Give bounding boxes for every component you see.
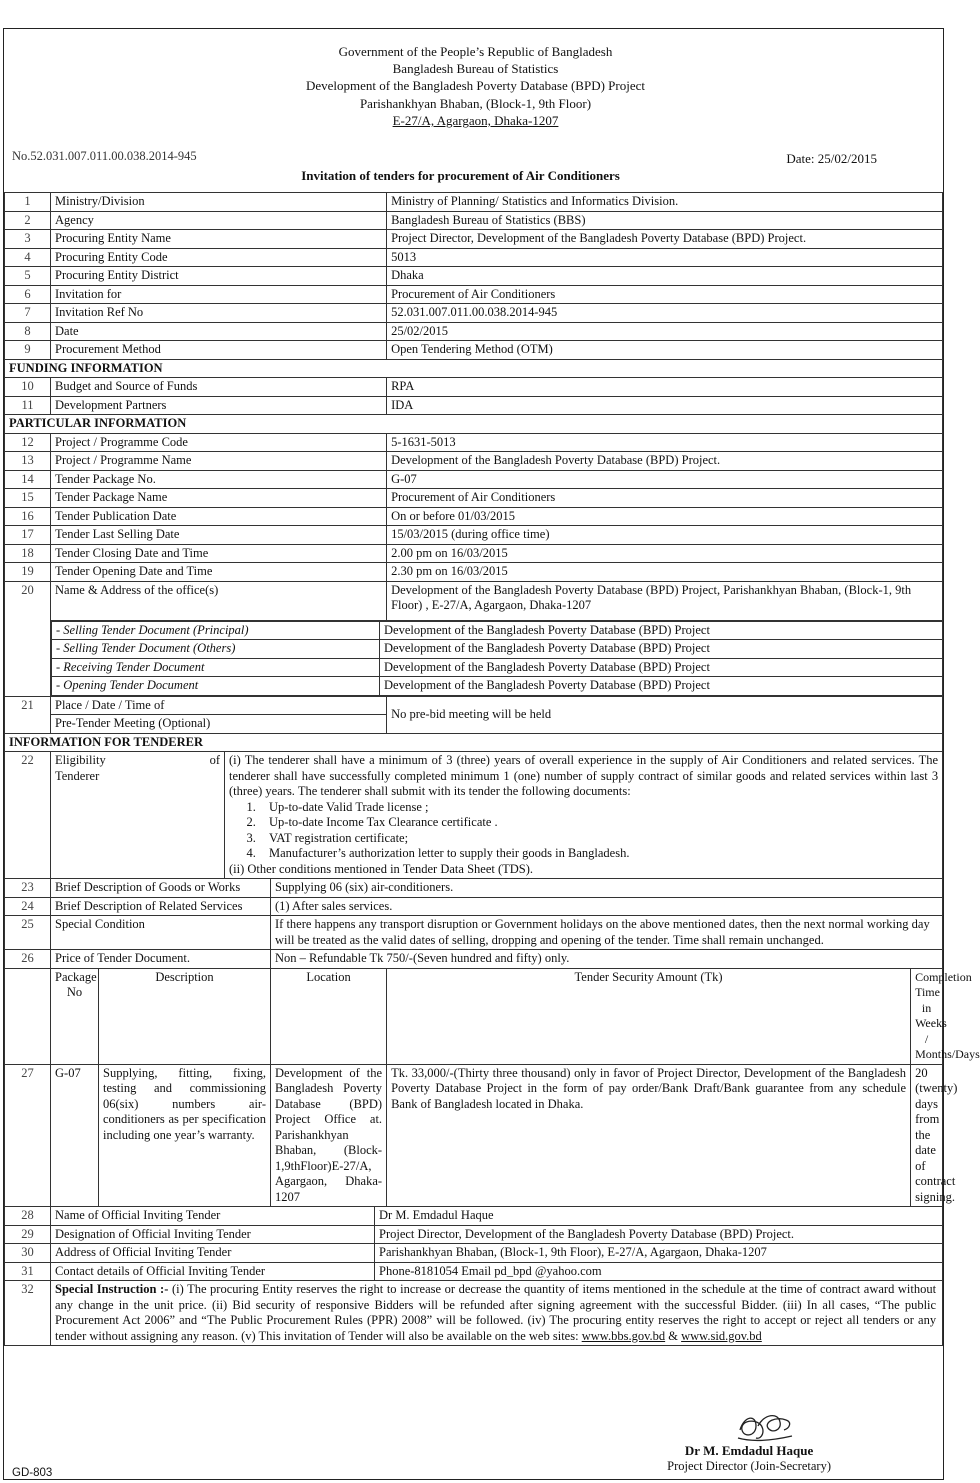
office-role: - Selling Tender Document (Others): [52, 640, 380, 659]
row-value: Project Director, Development of the Bangladesh Poverty Database (BPD) Project.: [375, 1225, 943, 1244]
office-subrow: [52, 640, 943, 659]
row-label: Tender Closing Date and Time: [51, 544, 387, 563]
row-number: 11: [5, 396, 51, 415]
row-number: 20: [5, 581, 51, 696]
row-label: Procuring Entity District: [51, 267, 387, 286]
row-label: Date: [51, 322, 387, 341]
row-label: Pre-Tender Meeting (Optional): [55, 716, 211, 730]
office-name: Development of the Bangladesh Poverty Database (BPD) Project: [380, 658, 943, 677]
row-label: Procuring Entity Code: [51, 248, 387, 267]
signature-image: [734, 1408, 796, 1446]
sid-website-link[interactable]: www.sid.gov.bd: [681, 1328, 762, 1343]
row-number: 1: [5, 193, 51, 212]
tenderer-heading-row: [5, 733, 943, 752]
package-no-header: Package No: [51, 968, 99, 1064]
table-row: [5, 879, 943, 898]
office-role: - Opening Tender Document: [52, 677, 380, 696]
table-row: [5, 230, 943, 249]
table-row: [5, 248, 943, 267]
row-value: 25/02/2015: [387, 322, 943, 341]
table-row: [5, 916, 943, 950]
row-label: Brief Description of Related Services: [51, 897, 271, 916]
package-description: Supplying, fitting, fixing, testing and commissioning 06(six) numbers air-conditioners as per specification including one year’s warranty.: [99, 1064, 271, 1207]
row-number: 26: [5, 950, 51, 969]
office-name: Development of the Bangladesh Poverty Database (BPD) Project: [380, 677, 943, 696]
row-number: 4: [5, 248, 51, 267]
office-sublist: [51, 621, 943, 696]
row-number: 6: [5, 285, 51, 304]
row-number: 25: [5, 916, 51, 950]
row-label: Tenderer: [55, 768, 100, 783]
office-subrow: [52, 621, 943, 640]
row-number: 22: [5, 752, 51, 879]
header-line-1: Government of the People’s Republic of Bangladesh: [338, 44, 613, 59]
section-heading: INFORMATION FOR TENDERER: [5, 733, 943, 752]
row-label: Project / Programme Name: [51, 452, 387, 471]
row-value: G-07: [387, 470, 943, 489]
row-value: 52.031.007.011.00.038.2014-945: [387, 304, 943, 323]
special-instruction-heading: Special Instruction :-: [55, 1282, 169, 1296]
signatory-block: [667, 1443, 831, 1474]
row-value: Project Director, Development of the Bangladesh Poverty Database (BPD) Project.: [387, 230, 943, 249]
row-label: Tender Package Name: [51, 489, 387, 508]
row-label: Name & Address of the office(s): [51, 581, 387, 620]
table-row: [5, 507, 943, 526]
office-name: Development of the Bangladesh Poverty Database (BPD) Project: [380, 621, 943, 640]
row-value: Phone-8181054 Email pd_bpd @yahoo.com: [375, 1262, 943, 1281]
row-label: Special Condition: [51, 916, 271, 950]
row-number: 3: [5, 230, 51, 249]
row-number: 24: [5, 897, 51, 916]
completion-header: Completion Time in Weeks / Months/Days: [911, 968, 943, 1064]
row-value: Development of the Bangladesh Poverty Database (BPD) Project.: [387, 452, 943, 471]
row-label: Tender Opening Date and Time: [51, 563, 387, 582]
row-number: 14: [5, 470, 51, 489]
package-header-row: [5, 968, 943, 1064]
row-number: 30: [5, 1244, 51, 1263]
row-label: Tender Publication Date: [51, 507, 387, 526]
row-label: Development Partners: [51, 396, 387, 415]
eligibility-label: [55, 753, 220, 769]
row-value: RPA: [387, 378, 943, 397]
row-number: 29: [5, 1225, 51, 1244]
header-line-4: Parishankhyan Bhaban, (Block-1, 9th Floor): [359, 96, 592, 111]
special-instruction-row: [5, 1281, 943, 1346]
office-subrow: [52, 677, 943, 696]
header-address: E-27/A, Agargaon, Dhaka-1207: [392, 113, 559, 128]
table-row: [5, 322, 943, 341]
header-line-2: Bangladesh Bureau of Statistics: [392, 61, 559, 76]
row-value: (1) After sales services.: [271, 897, 943, 916]
nested-rows: [5, 620, 943, 696]
row-label: Place / Date / Time of: [51, 697, 386, 716]
row-number: 16: [5, 507, 51, 526]
row-number: 5: [5, 267, 51, 286]
table-row: [5, 211, 943, 230]
table-row: [5, 433, 943, 452]
row-value: Supplying 06 (six) air-conditioners.: [271, 879, 943, 898]
page-title: Invitation of tenders for procurement of Air Conditioners: [301, 168, 620, 183]
office-subrow: [52, 658, 943, 677]
memo-number: No.52.031.007.011.00.038.2014-945: [12, 149, 197, 163]
row-label: Procurement Method: [51, 341, 387, 360]
signatory-title: Project Director (Join-Secretary): [667, 1459, 831, 1473]
eligibility-outro: (ii) Other conditions mentioned in Tender Data Sheet (TDS).: [229, 861, 534, 876]
table-row: [5, 193, 943, 212]
row-number: 19: [5, 563, 51, 582]
table-row: [5, 304, 943, 323]
row-label: Contact details of Official Inviting Tender: [51, 1262, 375, 1281]
section-heading: PARTICULAR INFORMATION: [5, 415, 943, 434]
table-row: [5, 563, 943, 582]
form-code: GD-803: [12, 1467, 53, 1479]
table-row: [5, 950, 943, 969]
row-value: On or before 01/03/2015: [387, 507, 943, 526]
particular-heading-row: [5, 415, 943, 434]
document-item: 3. VAT registration certificate;: [259, 831, 938, 847]
package-number: G-07: [51, 1064, 99, 1207]
row-value: Open Tendering Method (OTM): [387, 341, 943, 360]
table-row: [5, 267, 943, 286]
document-item: 4. Manufacturer’s authorization letter to supply their goods in Bangladesh.: [259, 846, 938, 862]
completion-time: 20 (twenty) days from the date of contract signing.: [911, 1064, 943, 1207]
office-role: - Selling Tender Document (Principal): [52, 621, 380, 640]
row-number: 7: [5, 304, 51, 323]
row-label: Invitation for: [51, 285, 387, 304]
row-value: Procurement of Air Conditioners: [387, 285, 943, 304]
row-number: 32: [5, 1281, 51, 1346]
row-number: 23: [5, 879, 51, 898]
location-header: Location: [271, 968, 387, 1064]
row-label: Eligibility: [55, 753, 106, 767]
row-number: 31: [5, 1262, 51, 1281]
documents-list: [229, 800, 938, 862]
table-row: [5, 1262, 943, 1281]
row-value: 5-1631-5013: [387, 433, 943, 452]
row-label: Brief Description of Goods or Works: [51, 879, 271, 898]
row-label: Invitation Ref No: [51, 304, 387, 323]
table-row: [5, 696, 943, 733]
row-value: No pre-bid meeting will be held: [387, 696, 943, 733]
memo-date: Date: 25/02/2015: [786, 151, 877, 166]
package-location: Development of the Bangladesh Poverty Database (BPD) Project Office at. Parishankhyan Bhaban, (Block-1,9thFloor)E-27/A, Agargaon, Dhaka-1207: [271, 1064, 387, 1207]
document-item: 1. Up-to-date Valid Trade license ;: [259, 800, 938, 816]
row-value: Bangladesh Bureau of Statistics (BBS): [387, 211, 943, 230]
row-number: 15: [5, 489, 51, 508]
table-row: [5, 341, 943, 360]
row-label: Name of Official Inviting Tender: [51, 1207, 375, 1226]
row-value: Parishankhyan Bhaban, (Block-1, 9th Floor), E-27/A, Agargaon, Dhaka-1207: [375, 1244, 943, 1263]
row-value: IDA: [387, 396, 943, 415]
table-row: [5, 452, 943, 471]
row-number: 13: [5, 452, 51, 471]
special-instruction-text: (i) The procuring Entity reserves the right to increase or decrease the quantity of items mentioned in the schedule at the time of contract award without any change in the unit price. (ii) Bid security of responsive Bidders will be refunded after signing agreement with the successful Bidder. (iii) In all cases, “The public Procurement Act 2006” and “The Public Procurement Rules (PPR) 2008” will be followed. (iv) The procuring entity reserves the right to accept or reject all tenders or any tender without assigning any reason. (v) This invitation of Tender will also be available on the web sites:: [55, 1282, 937, 1343]
package-row: [5, 1064, 943, 1207]
row-label: Budget and Source of Funds: [51, 378, 387, 397]
table-row: [5, 752, 943, 879]
tender-table: [4, 192, 980, 1346]
table-row: [5, 526, 943, 545]
row-label: Address of Official Inviting Tender: [51, 1244, 375, 1263]
row-value: Development of the Bangladesh Poverty Database (BPD) Project, Parishankhyan Bhaban, (Block-1, 9th Floor) , E-27/A, Agargaon, Dhaka-1207: [387, 581, 943, 620]
tender-security: Tk. 33,000/-(Thirty three thousand) only in favor of Project Director, Development of the Bangladesh Poverty Database Project in the form of pay order/Bank Draft/Bank guarantee from any schedule Bank of Bangladesh located in Dhaka.: [387, 1064, 911, 1207]
document-item: 2. Up-to-date Income Tax Clearance certificate .: [259, 815, 938, 831]
ampersand: &: [668, 1328, 678, 1343]
row-number: 28: [5, 1207, 51, 1226]
table-row: [5, 1225, 943, 1244]
row-number: 8: [5, 322, 51, 341]
section-heading: FUNDING INFORMATION: [5, 359, 943, 378]
table-row: [5, 1207, 943, 1226]
eligibility-intro: (i) The tenderer shall have a minimum of 3 (three) years of overall experience in the supply of Air Conditioners and related services. The tenderer shall have successfully completed minimum 1 (one) number of supply contract of similar goods and related services within last 3 (three) years. The tenderer shall submit with its tender the following documents:: [229, 753, 939, 798]
row-label: of: [209, 753, 220, 767]
table-row: [5, 396, 943, 415]
security-header: Tender Security Amount (Tk): [387, 968, 911, 1064]
funding-heading-row: [5, 359, 943, 378]
row-label: Price of Tender Document.: [51, 950, 271, 969]
row-label: Procuring Entity Name: [51, 230, 387, 249]
row-number: 18: [5, 544, 51, 563]
header-line-3: Development of the Bangladesh Poverty Database (BPD) Project: [306, 78, 645, 93]
row-label: Project / Programme Code: [51, 433, 387, 452]
row-number: 2: [5, 211, 51, 230]
row-number: 10: [5, 378, 51, 397]
table-row: [5, 285, 943, 304]
row-value: Non – Refundable Tk 750/-(Seven hundred and fifty) only.: [271, 950, 943, 969]
table-row: [5, 470, 943, 489]
table-row: [5, 378, 943, 397]
row-number: 17: [5, 526, 51, 545]
row-value: Procurement of Air Conditioners: [387, 489, 943, 508]
office-role: - Receiving Tender Document: [52, 658, 380, 677]
row-value: 2.00 pm on 16/03/2015: [387, 544, 943, 563]
row-value: 5013: [387, 248, 943, 267]
table-row: [5, 544, 943, 563]
header-line-5: [0, 113, 951, 130]
row-number: 12: [5, 433, 51, 452]
row-label: Designation of Official Inviting Tender: [51, 1225, 375, 1244]
row-number: 21: [5, 696, 51, 733]
bbs-website-link[interactable]: www.bbs.gov.bd: [581, 1328, 666, 1343]
row-value: If there happens any transport disruption or Government holidays on the above mentioned dates, then the next normal working day will be treated as the valid dates of selling, dropping and opening of the tender. Time shall remain unchanged.: [271, 916, 943, 950]
row-value: Dr M. Emdadul Haque: [375, 1207, 943, 1226]
row-label: Agency: [51, 211, 387, 230]
row-value: 2.30 pm on 16/03/2015: [387, 563, 943, 582]
description-header: Description: [99, 968, 271, 1064]
row-label: Ministry/Division: [51, 193, 387, 212]
table-row: [5, 1244, 943, 1263]
table-row: [5, 897, 943, 916]
table-row: [5, 489, 943, 508]
row-number: 9: [5, 341, 51, 360]
office-name: Development of the Bangladesh Poverty Database (BPD) Project: [380, 640, 943, 659]
row-value: 15/03/2015 (during office time): [387, 526, 943, 545]
signatory-name: Dr M. Emdadul Haque: [684, 1443, 814, 1458]
row-number: 27: [5, 1064, 51, 1207]
row-label: Tender Package No.: [51, 470, 387, 489]
row-label: Tender Last Selling Date: [51, 526, 387, 545]
table-row: [5, 581, 943, 620]
row-value: Ministry of Planning/ Statistics and Informatics Division.: [387, 193, 943, 212]
row-value: Dhaka: [387, 267, 943, 286]
